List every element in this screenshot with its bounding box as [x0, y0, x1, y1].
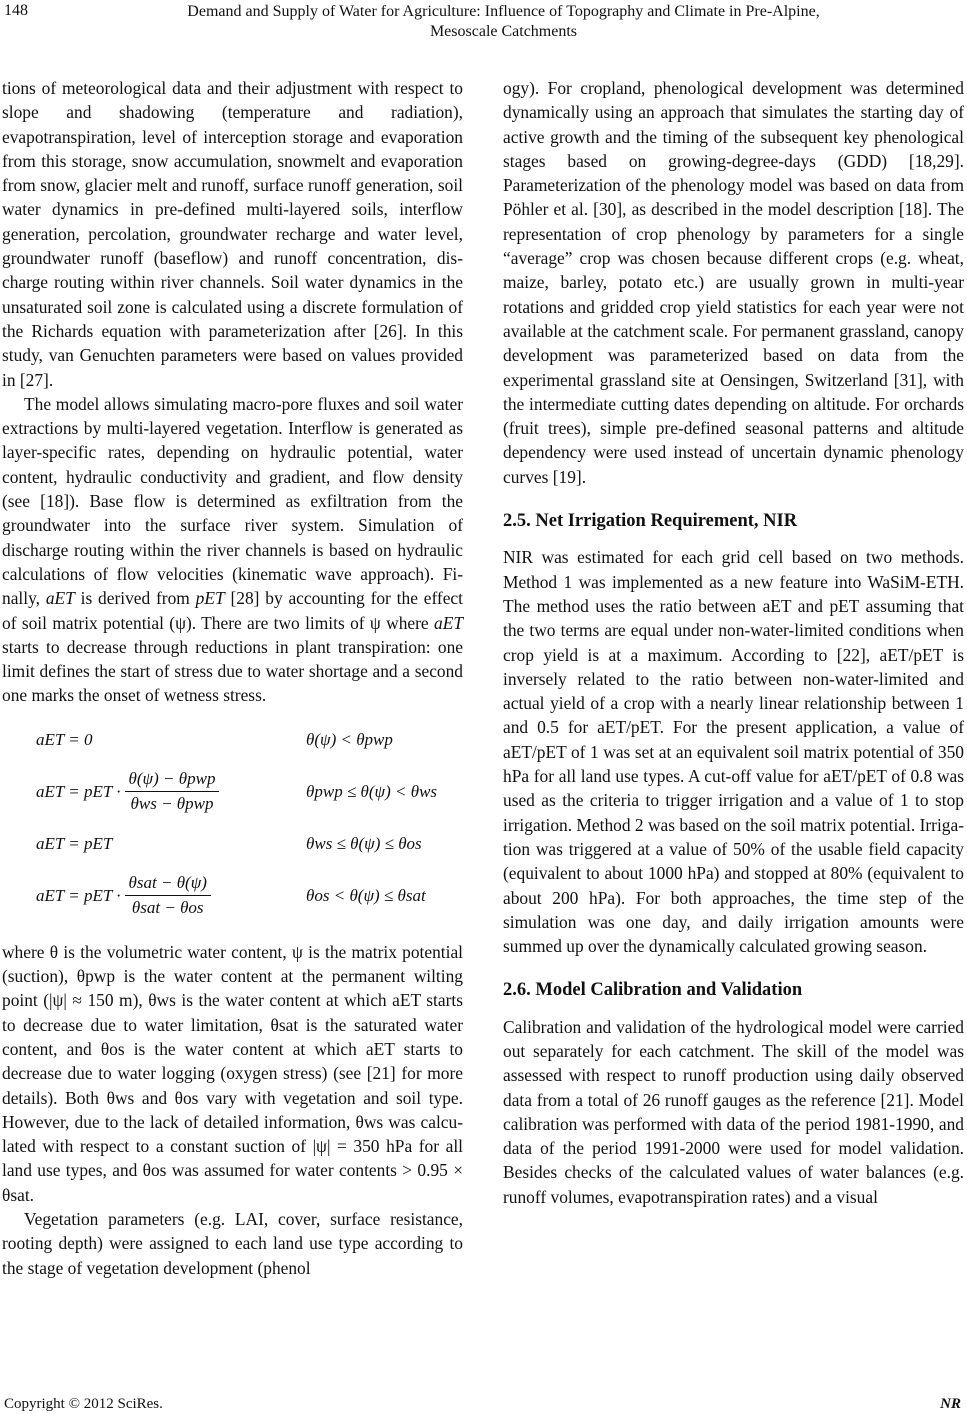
equation-lhs-text: aET = pET ·	[36, 781, 121, 801]
equation-condition: θ(ψ) < θpwp	[306, 729, 393, 749]
equation-lhs	[2, 871, 306, 921]
equation-row-2	[2, 762, 463, 822]
equation-row-1	[2, 718, 463, 762]
fraction-numerator: θ(ψ) − θpwp	[125, 767, 220, 792]
equation-lhs: aET = pET	[36, 833, 113, 853]
paragraph-phenology: ogy). For cropland, phenological development was determined dynamically using an approach that simulates the starting day of active growth and the timing of the subsequent key phenological stages based on growing-degree-days (GDD) [18,29]. Parameterization of the phenology model was based on data from Pöhler et al. [30], as described in the model description [18]. The representation of crop phenology by parameters for a single “average” crop was chosen because different crops (e.g. wheat, maize, barley, potato etc.) are usually grown in multi-year rotations and gridded crop yield statistics for each year were not available at the catchment scale. For permanent grassland, canopy development was parameterized based on data from the experimental grassland site at Oensingen, Switzerland [31], with the intermediate cutting dates depending on altitude. For orchards (fruit trees), simple pre-defined seasonal patterns and altitude dependency were used instead of uncertain dynamic phenology curves [19].	[503, 78, 964, 487]
section-heading-2-5: 2.5. Net Irrigation Requirement, NIR	[503, 511, 798, 532]
journal-abbreviation: NR	[940, 1396, 961, 1412]
paragraph-nir: NIR was estimated for each grid cell based on two methods. Method 1 was implemented as a new feature into WaSiM-ETH. The method uses the ratio between aET and pET assuming that the two terms are equal under non-water-limited conditions when crop yield is at a maximum. According to [22], aET/pET is inversely related to the ratio between non-water-limited and actual yield of a crop with a nearly linear relationship between 1 and 0.5 for aET/pET. For the present application, a value of aET/pET of 1 was set at an equivalent soil matrix potential of 350 hPa for all land use types. A cut-off value for aET/pET of 0.8 was used as the criteria to trigger irrigation and a value of 1 to stop irrigation. Method 2 was based on the soil matrix potential. Irrigation was triggered at a value of 50% of the usable field capacity (equivalent to about 1000 hPa) and stopped at 80% (equivalent to about 200 hPa). For both approaches, the time step of the simulation was one day, and daily irrigation amounts were summed up over the dynamically calculated growing season.	[503, 547, 964, 957]
term-pet: pET	[195, 588, 225, 609]
equation-row-3	[2, 822, 463, 866]
text-run: [28] by accounting for the effect of soil matrix potential (ψ). There are two limits of ψ where	[2, 588, 463, 633]
fraction-denominator: θsat − θos	[131, 898, 204, 918]
text-run: is derived from	[74, 588, 196, 609]
paragraph-vegetation-parameters: Vegetation parameters (e.g. LAI, cover, surface resistance, rooting depth) were assigned to each land use type according to the stage of vegetation development (phenol	[2, 1208, 463, 1278]
running-title-line1: Demand and Supply of Water for Agriculture: Influence of Topography and Climate in Pre-Alpine,	[187, 3, 820, 20]
equation-fraction	[125, 767, 220, 817]
running-title	[60, 2, 947, 42]
equation-lhs	[2, 767, 306, 817]
term-aet: aET	[45, 588, 75, 609]
text-run: The model allows simulating macro-pore fluxes and soil water extractions by multi-layered vegetation. Interflow is generated as layer-specific rates, depending on hydraulic potential, water content, hydraulic conductivity and gradient, and flow density (see [18]). Base flow is determined as exfiltration from the groundwater into the surface river system. Simulation of discharge routing within the river channels is based on hydraulic calculations of flow velocities (kinematic wave approach). Finally,	[2, 393, 463, 609]
right-column	[503, 76, 964, 1209]
paragraph-model-fluxes	[2, 392, 463, 708]
fraction-denominator: θws − θpwp	[130, 794, 214, 814]
equation-condition: θws ≤ θ(ψ) ≤ θos	[306, 833, 422, 853]
left-column	[2, 76, 463, 1280]
running-title-line2: Mesoscale Catchments	[429, 23, 578, 40]
term-aet: aET	[434, 612, 463, 633]
equation-fraction	[125, 871, 211, 921]
text-run: starts to decrease through reductions in plant transpiration: one limit defines the start of stress due to water shortage and a second one marks the onset of wetness stress.	[2, 636, 463, 706]
equation-condition: θos < θ(ψ) ≤ θsat	[306, 885, 426, 905]
page-header	[0, 0, 967, 44]
paragraph-calibration: Calibration and validation of the hydrological model were carried out separately for each catchment. The skill of the model was assessed with respect to runoff production using daily observed data from a total of 26 runoff gauges as the reference [21]. Model calibration was performed with data of the period 1981-1990, and data of the period 1991-2000 were used for model validation. Besides checks of the calculated values of water balances (e.g. runoff volumes, evapotranspiration rates) and a visual	[503, 1016, 964, 1207]
equation-lhs: aET = 0	[36, 729, 93, 749]
paragraph-model-processes: tions of meteorological data and their adjustment with respect to slope and shadowing (temperature and radiation), evapotranspiration, level of interception storage and evaporation from this storage, snow accumulation, snowmelt and evaporation from snow, glacier melt and runoff, surface runoff generation, soil water dynamics in pre-defined multi-layered soils, interflow generation, percolation, groundwater recharge and water level, groundwater runoff (baseflow) and runoff concentration, discharge routing within river channels. Soil water dynamics in the unsaturated soil zone is calculated using a discrete formulation of the Richards equation with parameterization after [26]. In this study, van Genuchten parameters were based on values provided in [27].	[2, 78, 463, 390]
equation-condition: θpwp ≤ θ(ψ) < θws	[306, 781, 438, 801]
aet-equation-block	[2, 718, 463, 926]
equation-lhs-text: aET = pET ·	[36, 885, 121, 905]
equation-row-4	[2, 866, 463, 926]
copyright-notice: Copyright © 2012 SciRes.	[4, 1396, 163, 1412]
fraction-numerator: θsat − θ(ψ)	[125, 871, 211, 896]
page-number: 148	[4, 2, 28, 19]
section-heading-2-6: 2.6. Model Calibration and Validation	[503, 980, 803, 1001]
paragraph-variable-definitions: where θ is the volumetric water content, ψ is the matrix potential (suction), θpwp is the water content at the permanent wilting point (|ψ| ≈ 150 m), θws is the water content at which aET starts to decrease due to water limitation, θsat is the saturated water content, and θos is the water content at which aET starts to decrease due to water logging (oxygen stress) (see [21] for more details). Both θws and θos vary with vegetation and soil type. However, due to the lack of detailed information, θws was calculated with respect to a constant suction of |ψ| = 350 hPa for all land use types, and θos was assumed for water contents > 0.95 × θsat.	[2, 941, 463, 1205]
